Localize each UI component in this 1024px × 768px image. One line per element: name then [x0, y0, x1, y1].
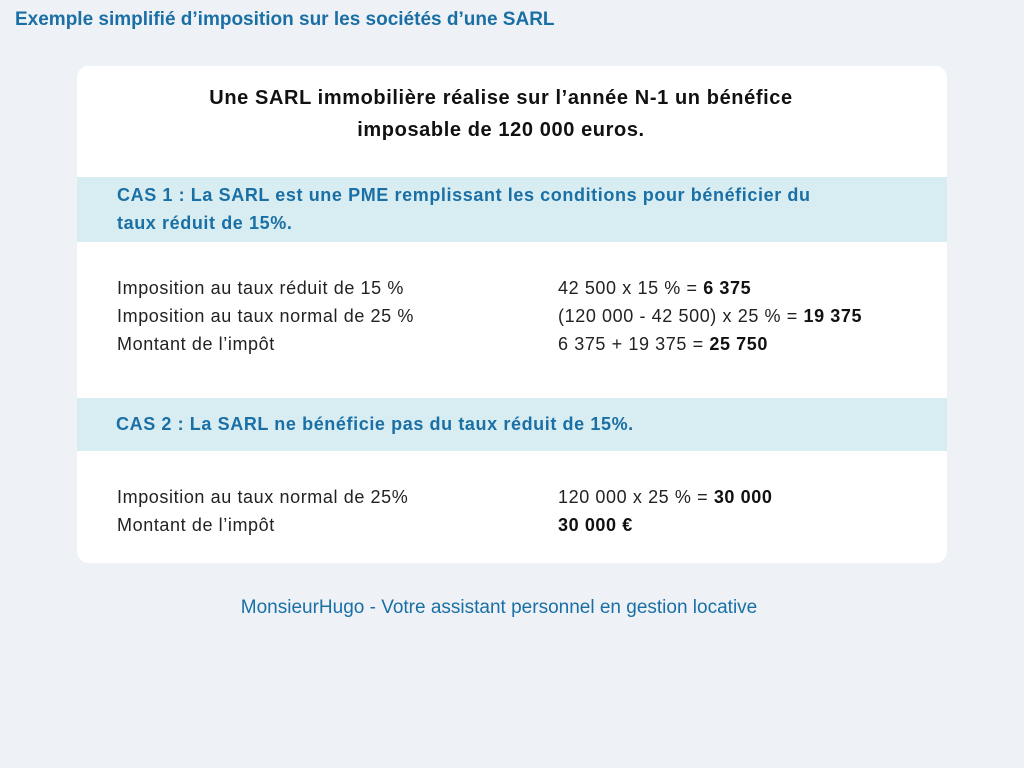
row-calculation [558, 302, 862, 330]
row-calculation [558, 511, 633, 539]
cas1-row-total [117, 330, 937, 358]
row-label: Montant de l’impôt [117, 515, 275, 535]
row-label: Montant de l’impôt [117, 334, 275, 354]
row-calculation [558, 330, 768, 358]
row-formula: 42 500 x 15 % = [558, 278, 704, 298]
row-result: 19 375 [803, 306, 863, 326]
cas1-heading-line-1: CAS 1 : La SARL est une PME remplissant les conditions pour bénéficier du [117, 185, 811, 205]
row-label: Imposition au taux normal de 25% [117, 487, 409, 507]
row-formula: (120 000 - 42 500) x 25 % = [558, 306, 804, 326]
row-label: Imposition au taux normal de 25 % [117, 306, 414, 326]
cas2-row-normal-rate [117, 483, 937, 511]
intro-line-1: Une SARL immobilière réalise sur l’année N-1 un bénéfice [209, 87, 793, 109]
intro-text [77, 82, 925, 146]
footer-tagline: MonsieurHugo - Votre assistant personnel en gestion locative [240, 597, 758, 618]
page-title: Exemple simplifié d’imposition sur les sociétés d’une SARL [15, 9, 555, 30]
row-result: 30 000 € [558, 515, 633, 535]
cas1-row-normal-rate [117, 302, 937, 330]
cas2-row-total [117, 511, 937, 539]
example-card [77, 66, 947, 563]
row-result: 6 375 [703, 278, 752, 298]
row-label: Imposition au taux réduit de 15 % [117, 278, 404, 298]
row-result: 30 000 [713, 487, 773, 507]
cas1-heading [77, 177, 947, 242]
row-result: 25 750 [709, 334, 768, 354]
row-formula: 120 000 x 25 % = [558, 487, 714, 507]
row-calculation [558, 483, 772, 511]
intro-line-2: imposable de 120 000 euros. [357, 119, 645, 141]
row-calculation [558, 274, 751, 302]
row-formula: 6 375 + 19 375 = [558, 334, 710, 354]
cas1-row-reduced-rate [117, 274, 937, 302]
cas2-heading: CAS 2 : La SARL ne bénéficie pas du taux réduit de 15%. [77, 398, 947, 451]
cas1-heading-line-2: taux réduit de 15%. [117, 213, 293, 233]
